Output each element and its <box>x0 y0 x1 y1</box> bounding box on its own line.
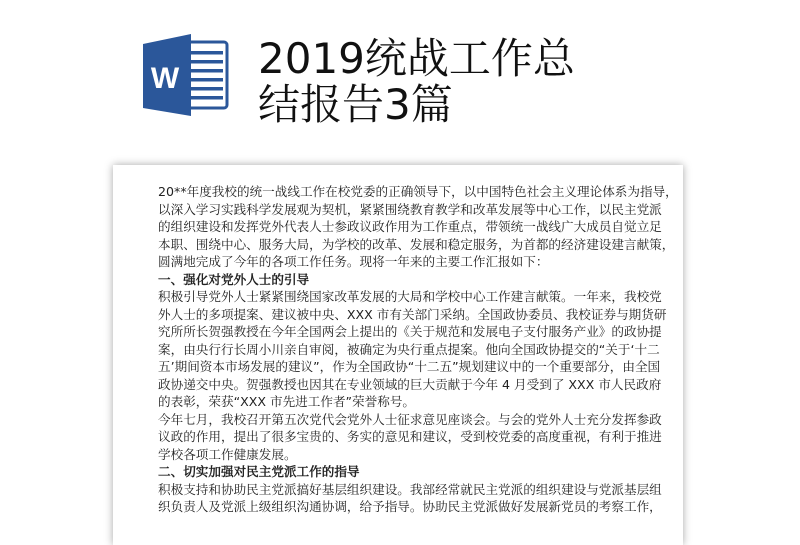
paragraph-line: 案，由央行行长周小川亲自审阅，被确定为央行重点提案。他向全国政协提交的“关于‘十二 <box>158 341 660 357</box>
svg-text:W: W <box>150 62 180 95</box>
section-heading: 一、强化对党外人士的引导 <box>158 271 310 287</box>
paragraph-line: 的组织建设和发挥党外代表人士参政议政作用为工作重点，带领统一战线广大成员自觉立足 <box>158 219 662 234</box>
document-body <box>158 183 678 516</box>
paragraph-line: 20**年度我校的统一战线工作在校党委的正确领导下，以中国特色社会主义理论体系为指导， <box>158 184 678 199</box>
paragraph-line: 五’期间资本市场发展的建议”，作为全国政协“十二五”规划建议中的一个重要部分，由全国 <box>158 359 661 374</box>
paragraph-line: 究所所长贺强教授在今年全国两会上提出的《关于规范和发展电子支付服务产业》的政协提 <box>158 324 662 339</box>
title-line: 结报告3篇 <box>258 80 453 129</box>
paragraph-line: 积极引导党外人士紧紧围绕国家改革发展的大局和学校中心工作建言献策。一年来，我校党 <box>158 289 662 304</box>
paragraph-line: 政协递交中央。贺强教授也因其在专业领域的巨大贡献于今年 4 月受到了 XXX 市人民政府 <box>158 376 662 392</box>
paragraph-line: 学校各项工作健康发展。 <box>158 446 297 462</box>
paragraph-line: 外人士的多项提案、建议被中央、XXX 市有关部门采纳。全国政协委员、我校证券与期货研 <box>158 306 667 322</box>
word-document-icon <box>143 34 229 116</box>
paragraph-line: 今年七月，我校召开第五次党代会党外人士征求意见座谈会。与会的党外人士充分发挥参政 <box>158 411 662 427</box>
section-heading: 二、切实加强对民主党派工作的指导 <box>158 464 360 479</box>
page-title <box>258 36 575 128</box>
paragraph-line: 积极支持和协助民主党派搞好基层组织建设。我部经常就民主党派的组织建设与党派基层组 <box>158 481 662 497</box>
paragraph-line: 以深入学习实践科学发展观为契机，紧紧围绕教育教学和改革发展等中心工作，以民主党派 <box>158 201 662 217</box>
paragraph-line: 议政的作用，提出了很多宝贵的、务实的意见和建议，受到校党委的高度重视，有利于推进 <box>158 429 662 444</box>
title-line: 2019统战工作总 <box>258 34 575 83</box>
paragraph-line: 的表彰，荣获“XXX 市先进工作者”荣誉称号。 <box>158 394 416 409</box>
paragraph-line: 圆满地完成了今年的各项工作任务。现将一年来的主要工作汇报如下： <box>158 254 549 269</box>
paragraph-line: 本职、围绕中心、服务大局，为学校的改革、发展和稳定服务，为首都的经济建设建言献策， <box>158 236 675 252</box>
paragraph-line: 织负责人及党派上级组织沟通协调，给予指导。协助民主党派做好发展新党员的考察工作， <box>158 499 662 514</box>
